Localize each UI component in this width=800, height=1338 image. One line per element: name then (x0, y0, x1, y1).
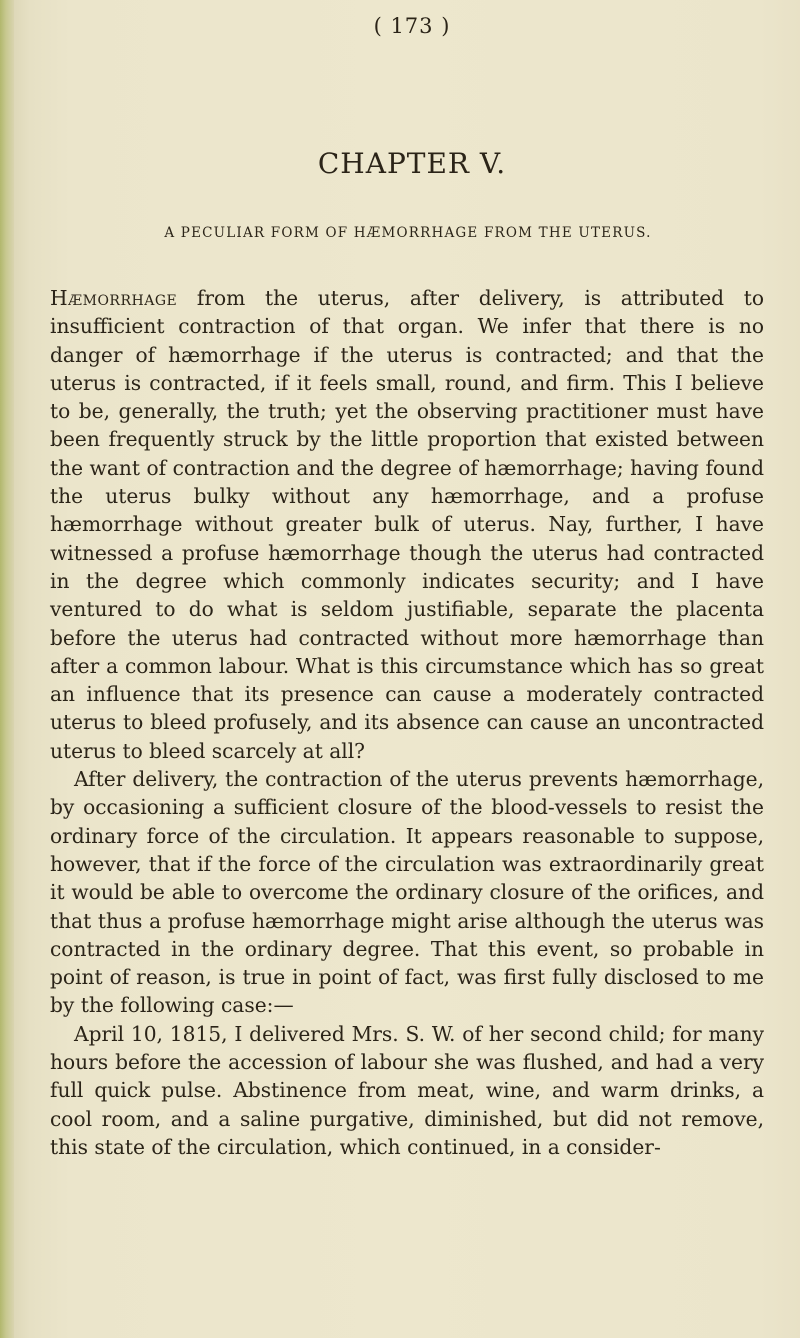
paragraph-3: April 10, 1815, I delivered Mrs. S. W. of her second child; for many hours before the accession of labour she was flushed, and had a very full quick pulse. Abstinence from meat, wine, and warm drinks, a cool room, and a saline purgative, diminished, but did not remove, this state of the circulation, which continued, in a consider- (50, 1021, 764, 1159)
page-number: ( 173 ) (373, 14, 451, 38)
paragraph-lead-word: Hæmorrhage (50, 286, 178, 310)
paragraph-2: After delivery, the contraction of the uterus prevents hæmorrhage, by occasioning a sufficient closure of the blood-vessels to resist the ordinary force of the circulation. It appears reasonable to suppose, however, that if the force of the circulation was extraordinarily great it would be able to overcome the ordinary closure of the orifices, and that thus a profuse hæmorrhage might arise although the uterus was contracted in the ordinary degree. That this event, so probable in point of reason, is true in point of fact, was first fully disclosed to me by the following case:— (50, 767, 764, 1018)
body-text (50, 284, 764, 1161)
chapter-subtitle: A PECULIAR FORM OF HÆMORRHAGE FROM THE UTERUS. (164, 225, 652, 241)
paragraph-1 (50, 284, 764, 765)
paragraph-1-text: from the uterus, after delivery, is attributed to insufficient contraction of that organ. We infer that there is no danger of hæmorrhage if the uterus is contracted; and that the uterus is contracted, if it feels small, round, and firm. This I believe to be, generally, the truth; yet the observing practitioner must have been frequently struck by the little proportion that existed between the want of contraction and the degree of hæmorrhage; having found the uterus bulky without any hæmorrhage, and a profuse hæmorrhage without greater bulk of uterus. Nay, further, I have witnessed a profuse hæmorrhage though the uterus had contracted in the degree which commonly indicates security; and I have ventured to do what is seldom justifiable, separate the placenta before the uterus had contracted without more hæmorrhage than after a common labour. What is this circumstance which has so great an influence that its presence can cause a moderately contracted uterus to bleed profusely, and its absence can cause an uncontracted uterus to bleed scarcely at all? (50, 286, 764, 763)
page-gutter-edge (0, 0, 14, 1338)
chapter-title: CHAPTER V. (317, 147, 507, 180)
